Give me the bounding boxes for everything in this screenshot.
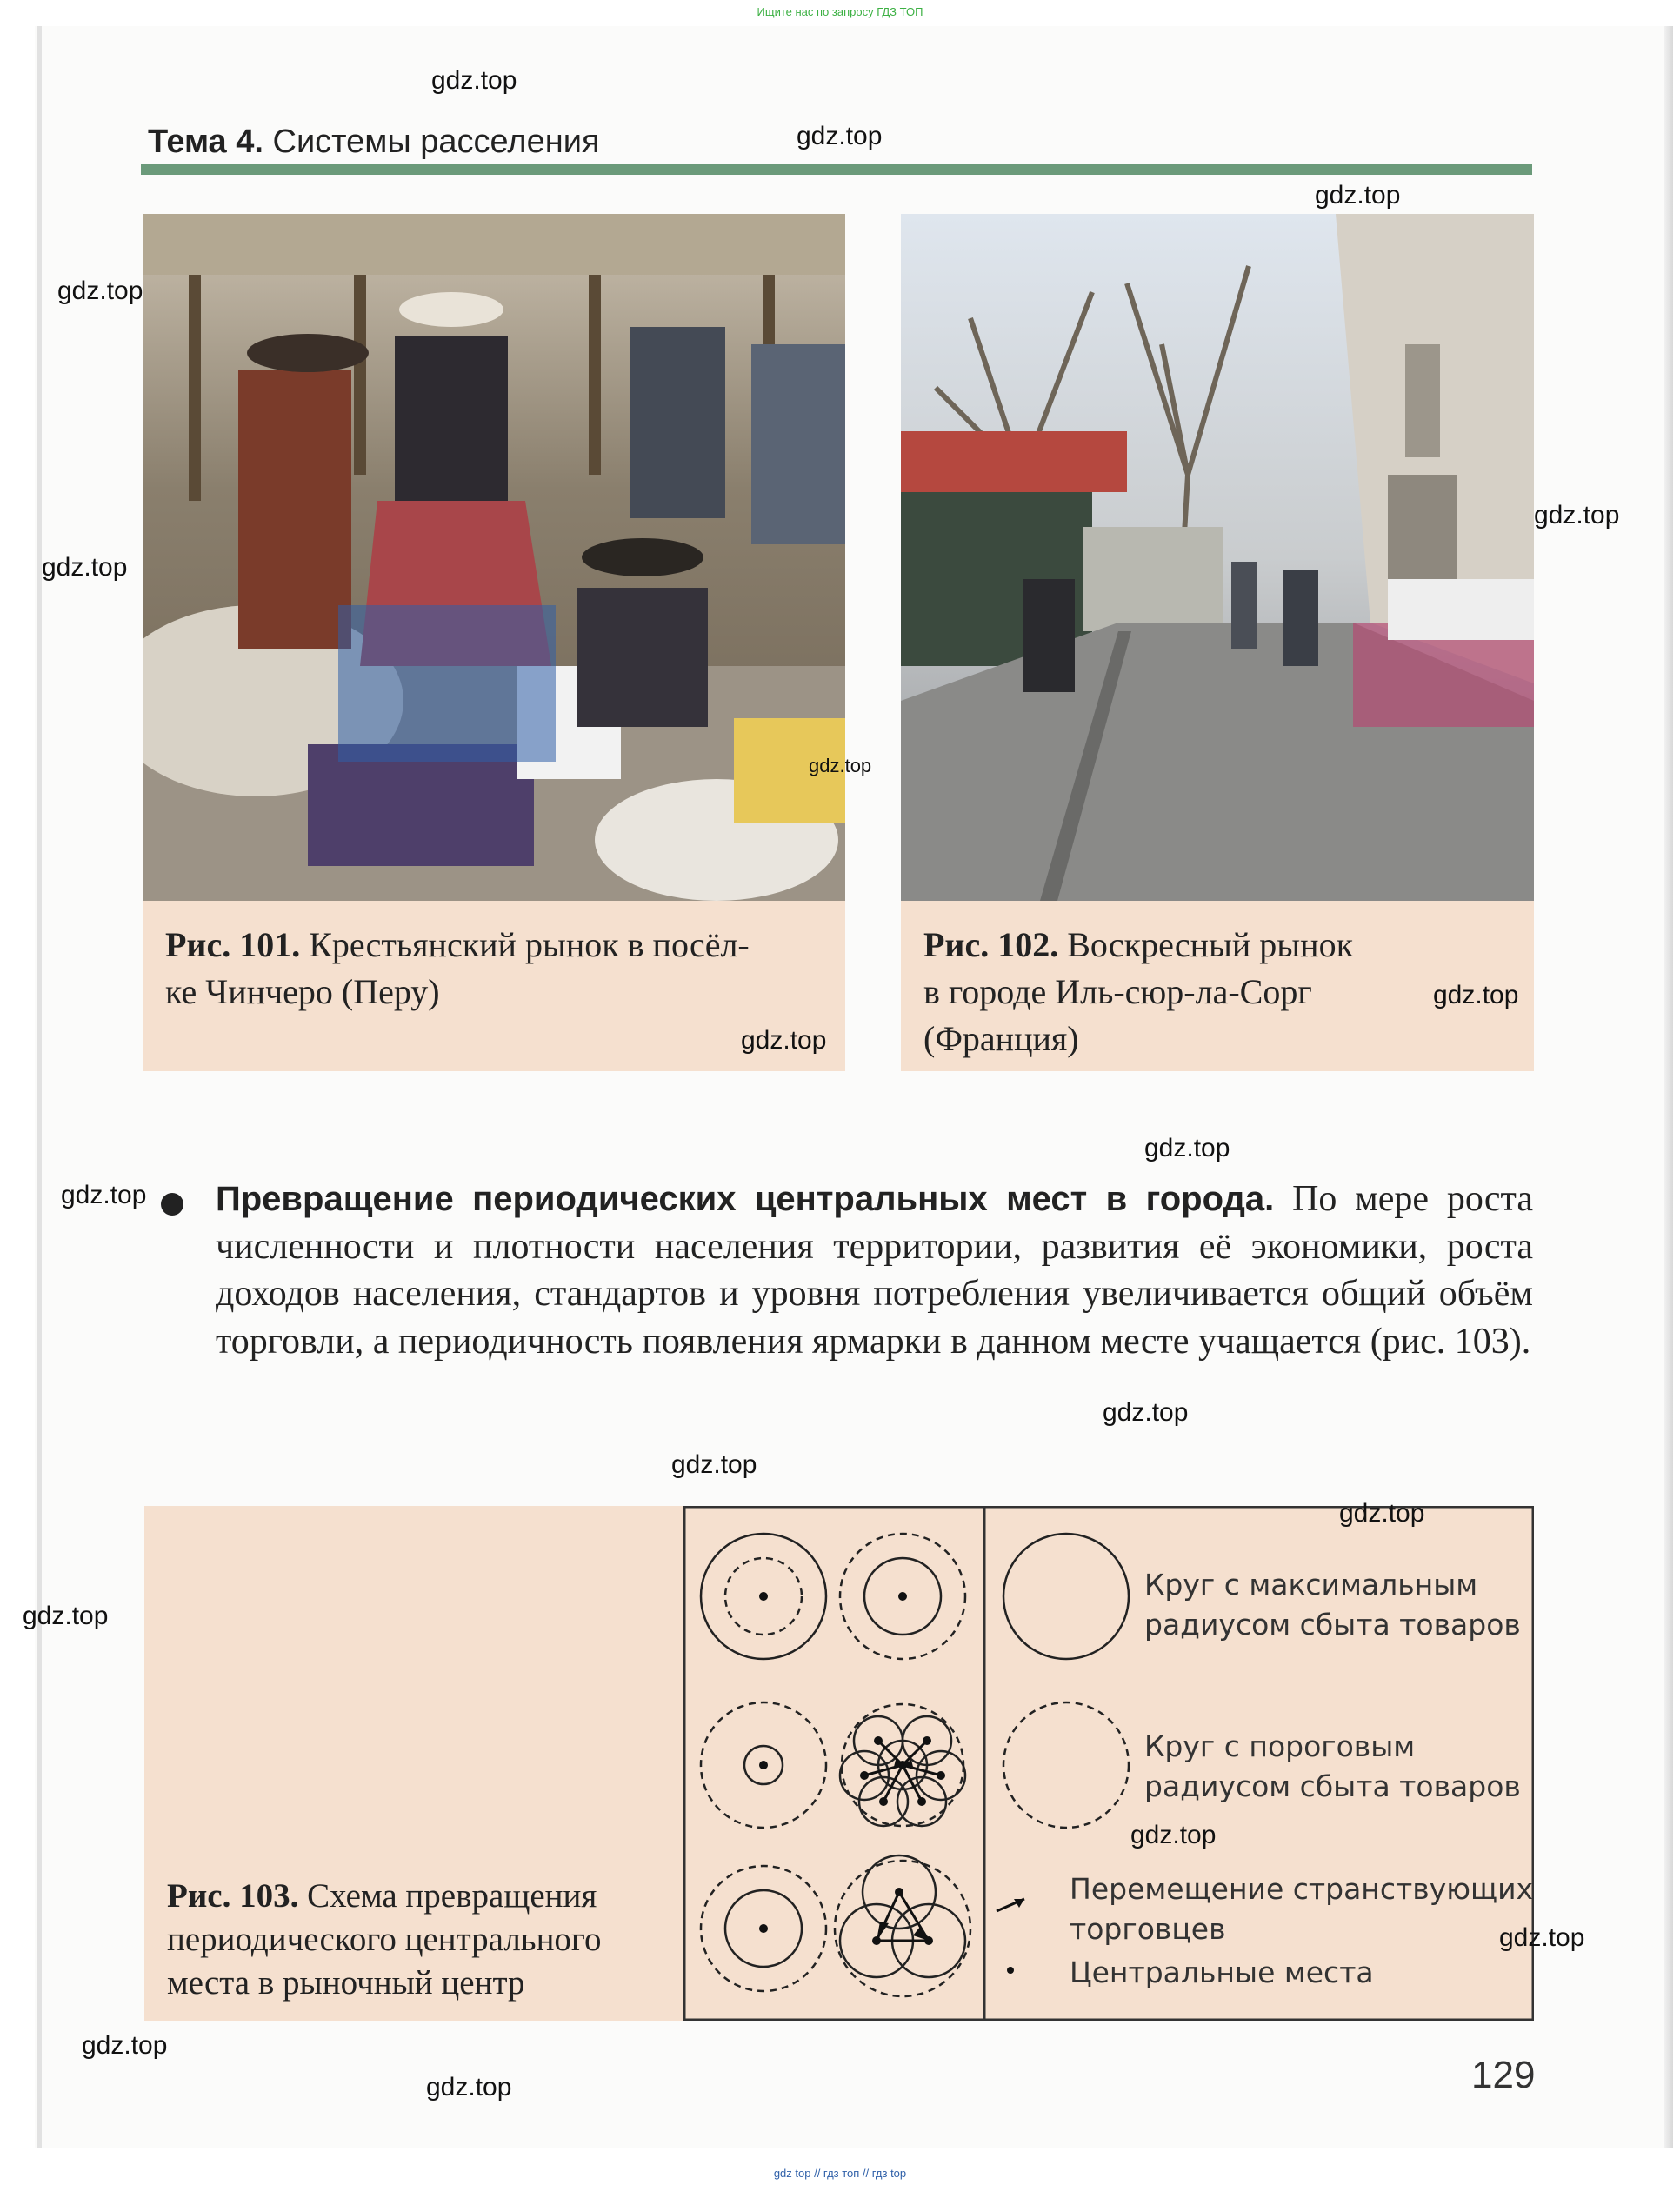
topic-number: Тема 4. xyxy=(148,123,263,160)
page-number: 129 xyxy=(1471,2054,1536,2096)
fig101-caption xyxy=(165,922,750,1016)
top-note: Ищите нас по запросу ГДЗ ТОП xyxy=(757,5,923,18)
fig101-text-line2: ке Чинчеро (Перу) xyxy=(165,972,440,1011)
bottom-note: gdz top // гдз топ // гдз top xyxy=(773,2167,907,2180)
fig103-label: Рис. 103. xyxy=(167,1877,299,1915)
fig101-label: Рис. 101. xyxy=(165,925,301,964)
fig103-text-line2: периодического центрального xyxy=(167,1921,602,1958)
watermark: gdz.top xyxy=(1433,981,1519,1009)
fig102-text-line3: (Франция) xyxy=(923,1019,1079,1058)
paragraph-bullet xyxy=(161,1193,183,1216)
watermark: gdz.top xyxy=(1315,181,1401,210)
fig103-text-line1: Схема превращения xyxy=(307,1877,597,1915)
watermark: gdz.top xyxy=(61,1181,147,1209)
photo-france-market-illustration xyxy=(901,214,1534,901)
paragraph xyxy=(216,1176,1533,1365)
watermark: gdz.top xyxy=(431,66,517,95)
watermark: gdz.top xyxy=(426,2073,512,2102)
legend-max-radius-line1: Круг с максимальным xyxy=(1144,1568,1478,1602)
fig101-text-line1: Крестьянский рынок в посёл- xyxy=(309,925,750,964)
watermark: gdz.top xyxy=(741,1026,827,1055)
header-rule xyxy=(141,164,1532,175)
legend-max-radius xyxy=(1144,1565,1521,1645)
legend-threshold-radius xyxy=(1144,1727,1521,1807)
photo-peru-market-illustration xyxy=(143,214,845,901)
legend-traders xyxy=(1070,1869,1533,1949)
legend-max-radius-line2: радиусом сбыта товаров xyxy=(1144,1608,1521,1642)
legend-threshold-line2: радиусом сбыта товаров xyxy=(1144,1769,1521,1803)
legend-central-places: Центральные места xyxy=(1070,1955,1374,1989)
page-header xyxy=(148,123,600,161)
watermark: gdz.top xyxy=(797,122,883,150)
legend-traders-line1: Перемещение странствующих xyxy=(1070,1872,1534,1906)
watermark: gdz.top xyxy=(23,1602,109,1630)
fig102-text-line1: Воскресный рынок xyxy=(1067,925,1354,964)
watermark: gdz.top xyxy=(671,1450,757,1479)
fig102-text-line2: в городе Иль-сюр-ла-Сорг xyxy=(923,972,1312,1011)
fig102-label: Рис. 102. xyxy=(923,925,1059,964)
watermark: gdz.top xyxy=(42,553,128,582)
watermark: gdz.top xyxy=(1144,1134,1230,1162)
paragraph-lead: Превращение периодических центральных мест в города. xyxy=(216,1180,1275,1218)
watermark: gdz.top xyxy=(1534,501,1620,530)
photo-france-market xyxy=(901,214,1534,901)
watermark: gdz.top xyxy=(1130,1821,1217,1849)
watermark: gdz.top xyxy=(1339,1499,1425,1528)
watermark: gdz.top xyxy=(809,755,872,776)
watermark: gdz.top xyxy=(82,2031,168,2060)
topic-title: Системы расселения xyxy=(272,123,600,160)
paragraph-body: По мере роста численности и плотности населения территории, развития её экономики, роста доходов населения, стандартов и уровня потребления увеличивается общий объём торговли, а периодичность появления ярмарки в данном месте учащается (рис. 103). xyxy=(216,1179,1534,1362)
page-shadow xyxy=(37,26,42,2148)
photo-peru-market xyxy=(143,214,845,901)
fig102-caption xyxy=(923,922,1353,1063)
watermark: gdz.top xyxy=(1103,1398,1189,1427)
watermark: gdz.top xyxy=(1499,1923,1585,1952)
page-right-edge xyxy=(1664,26,1673,2148)
legend-traders-line2: торговцев xyxy=(1070,1912,1226,1946)
fig103-caption xyxy=(167,1875,671,2005)
watermark: gdz.top xyxy=(57,276,143,305)
fig103-text-line3: места в рыночный центр xyxy=(167,1964,525,2002)
legend-threshold-line1: Круг с пороговым xyxy=(1144,1729,1416,1763)
